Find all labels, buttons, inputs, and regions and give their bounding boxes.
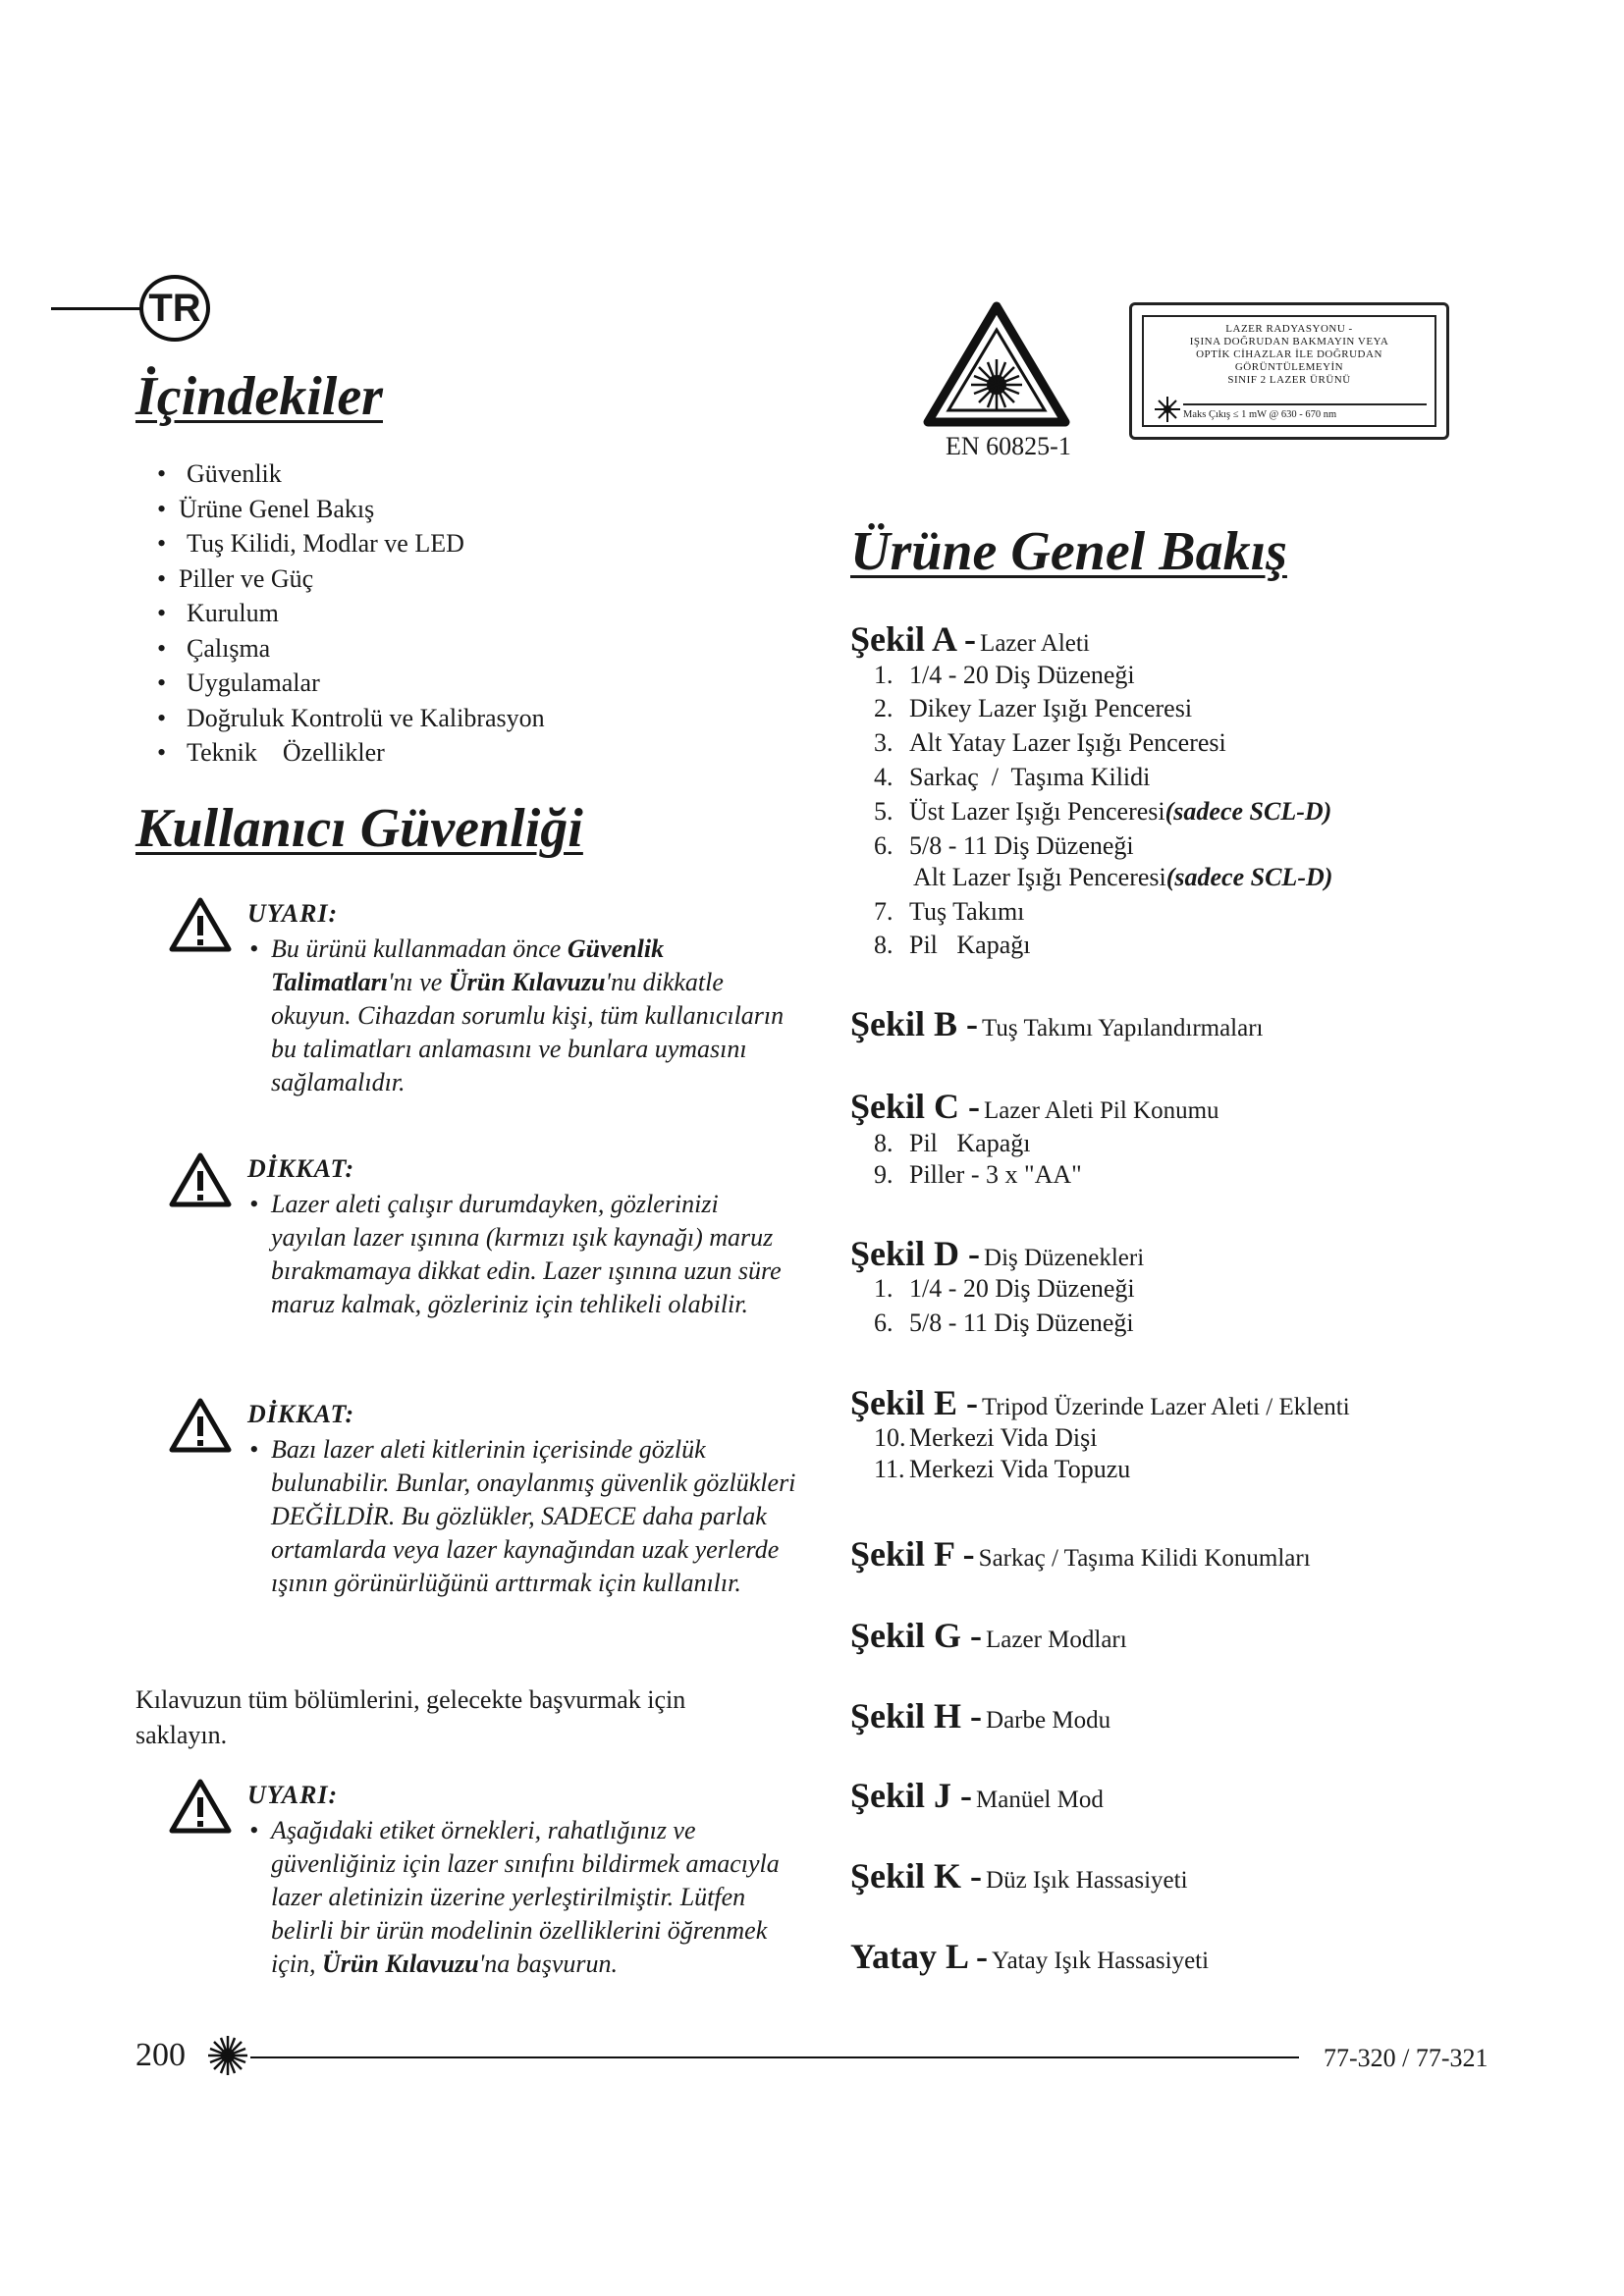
figure-g-heading: Şekil G - Lazer Modları — [850, 1616, 1127, 1655]
figure-d-item: 1. 1/4 - 20 Diş Düzeneği — [874, 1274, 1135, 1303]
toc-item[interactable]: • Kurulum — [157, 599, 279, 627]
figure-c-item: 9. Piller - 3 x "AA" — [874, 1160, 1082, 1189]
model-code: 77-320 / 77-321 — [1324, 2044, 1489, 2072]
figure-d-heading: Şekil D - Diş Düzenekleri — [850, 1234, 1145, 1273]
warning-title: UYARI: — [247, 899, 339, 928]
figure-e-heading: Şekil E - Tripod Üzerinde Lazer Aleti / Eklenti — [850, 1383, 1350, 1422]
toc-item[interactable]: • Uygulamalar — [157, 668, 320, 697]
laser-burst-icon — [1154, 396, 1181, 423]
figure-j-heading: Şekil J - Manüel Mod — [850, 1776, 1104, 1815]
warning-triangle-icon — [169, 1152, 232, 1207]
laser-label-text: LAZER RADYASYONU - IŞINA DOĞRUDAN BAKMAYIN VEYA OPTİK CİHAZLAR İLE DOĞRUDAN GÖRÜNTÜLEMEYİN SINIF 2 LAZER ÜRÜNÜ — [1189, 323, 1389, 386]
figure-b-heading: Şekil B - Tuş Takımı Yapılandırmaları — [850, 1004, 1264, 1043]
toc-item[interactable]: • Ürüne Genel Bakış — [157, 494, 375, 523]
caution-title: DİKKAT: — [247, 1400, 355, 1428]
figure-c-heading: Şekil C - Lazer Aleti Pil Konumu — [850, 1087, 1219, 1126]
safety-title: Kullanıcı Güvenliği — [135, 798, 583, 859]
figure-a-item: 8. Pil Kapağı — [874, 931, 1031, 959]
toc-item[interactable]: • Doğruluk Kontrolü ve Kalibrasyon — [157, 703, 545, 732]
figure-k-heading: Şekil K - Düz Işık Hassasiyeti — [850, 1856, 1188, 1896]
laser-output-spec: Maks Çıkış ≤ 1 mW @ 630 - 670 nm — [1183, 403, 1427, 421]
laser-warning-label — [1129, 302, 1449, 440]
toc-item[interactable]: • Çalışma — [157, 633, 271, 663]
page-number: 200 — [135, 2037, 186, 2073]
language-badge: TR — [139, 275, 210, 342]
figure-e-item: 11. Merkezi Vida Topuzu — [874, 1455, 1131, 1483]
figure-a-item: 5. Üst Lazer Işığı Penceresi(sadece SCL-D) — [874, 797, 1332, 826]
figure-c-item: 8. Pil Kapağı — [874, 1129, 1031, 1157]
toc-item[interactable]: • Tuş Kilidi, Modlar ve LED — [157, 529, 464, 558]
warning-title: UYARI: — [247, 1781, 339, 1809]
warning-triangle-icon — [169, 897, 232, 952]
warning-triangle-icon — [169, 1398, 232, 1453]
figure-l-heading: Yatay L - Yatay Işık Hassasiyeti — [850, 1937, 1210, 1976]
caution-text: • Lazer aleti çalışır durumdayken, gözlerinizi yayılan lazer ışınına (kırmızı ışık kaynağı) maruz bırakmamaya dikkat edin. Lazer ışınına uzun süre maruz kalmak, gözleriniz için tehlikeli olabilir. — [249, 1190, 782, 1318]
caution-title: DİKKAT: — [247, 1154, 355, 1183]
overview-title: Ürüne Genel Bakış — [850, 521, 1287, 582]
figure-a-item: 1. 1/4 - 20 Diş Düzeneği — [874, 661, 1135, 689]
toc-item[interactable]: • Güvenlik — [157, 459, 282, 488]
laser-hazard-icon — [923, 300, 1070, 428]
keep-manual-note: Kılavuzun tüm bölümlerini, gelecekte başvurmak için saklayın. — [135, 1685, 686, 1749]
figure-a-item: 7. Tuş Takımı — [874, 897, 1025, 926]
toc-list — [157, 456, 545, 771]
footer-divider — [250, 2056, 1299, 2058]
figure-e-item: 10. Merkezi Vida Dişi — [874, 1423, 1098, 1452]
figure-a-item: 3. Alt Yatay Lazer Işığı Penceresi — [874, 728, 1226, 757]
warning-triangle-icon — [169, 1779, 232, 1834]
figure-a-item: Alt Lazer Işığı Penceresi(sadece SCL-D) — [913, 863, 1333, 891]
figure-a-item: 6. 5/8 - 11 Diş Düzeneği — [874, 831, 1134, 860]
warning-text: • Bu ürünü kullanmadan önce Güvenlik Talimatları'nı ve Ürün Kılavuzu'nu dikkatle okuyun. Cihazdan sorumlu kişi, tüm kullanıcıların bu talimatları anlamasını ve bunlara uymasını sağlamalıdır. — [249, 934, 785, 1096]
figure-a-item: 4. Sarkaç / Taşıma Kilidi — [874, 763, 1151, 791]
toc-item[interactable]: • Piller ve Güç — [157, 563, 314, 593]
laser-burst-icon — [206, 2034, 249, 2077]
warning-text: • Aşağıdaki etiket örnekleri, rahatlığınız ve güvenliğiniz için lazer sınıfını bildirmek amacıyla lazer aletinizin üzerine yerleştirilmiştir. Lütfen belirli bir ürün modelinin özelliklerini öğrenmek için, Ürün Kılavuzu'na başvurun. — [249, 1816, 780, 1978]
toc-item[interactable]: • Teknik Özellikler — [157, 738, 385, 767]
toc-title: İçindekiler — [135, 366, 383, 427]
figure-f-heading: Şekil F - Sarkaç / Taşıma Kilidi Konumları — [850, 1534, 1311, 1574]
figure-d-item: 6. 5/8 - 11 Diş Düzeneği — [874, 1308, 1134, 1337]
language-badge-line — [51, 307, 141, 310]
figure-h-heading: Şekil H - Darbe Modu — [850, 1696, 1111, 1735]
figure-a-heading: Şekil A - Lazer Aleti — [850, 619, 1090, 659]
figure-a-item: 2. Dikey Lazer Işığı Penceresi — [874, 694, 1193, 722]
laser-label-frame — [1142, 315, 1436, 427]
caution-text: • Bazı lazer aleti kitlerinin içerisinde gözlük bulunabilir. Bunlar, onaylanmış güvenlik gözlükleri DEĞİLDİR. Bu gözlükler, SADECE daha parlak ortamlarda veya lazer kaynağından uzak yerlerde ışının görünürlüğünü arttırmak için kullanılır. — [249, 1435, 796, 1597]
standard-label: EN 60825-1 — [946, 432, 1071, 460]
